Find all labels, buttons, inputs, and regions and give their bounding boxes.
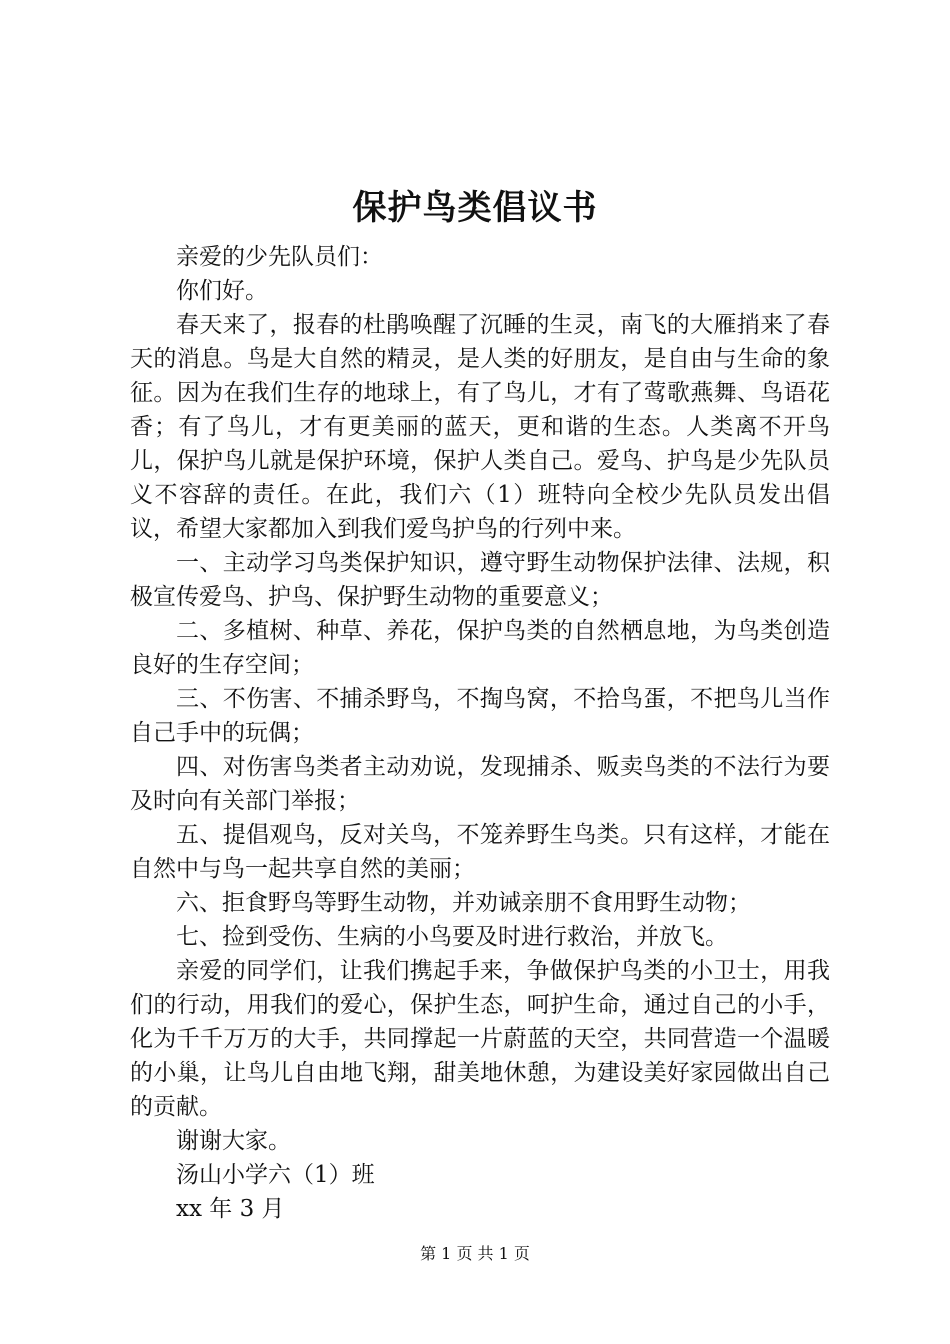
proposal-item-6: 六、拒食野鸟等野生动物，并劝诫亲朋不食用野生动物；: [176, 890, 751, 916]
greeting: 你们好。: [176, 278, 268, 304]
document-title: 保护鸟类倡议书: [352, 188, 598, 228]
document-body: [130, 240, 830, 1226]
signature-line: 汤山小学六（1）班: [176, 1162, 375, 1188]
thanks-line: 谢谢大家。: [176, 1128, 291, 1154]
salutation: 亲爱的少先队员们：: [176, 244, 383, 270]
proposal-item-4: 四、对伤害鸟类者主动劝说，发现捕杀、贩卖鸟类的不法行为要及时向有关部门举报；: [130, 754, 830, 814]
proposal-item-3: 三、不伤害、不捕杀野鸟，不掏鸟窝，不拾鸟蛋，不把鸟儿当作自己手中的玩偶；: [130, 686, 830, 746]
proposal-item-2: 二、多植树、种草、养花，保护鸟类的自然栖息地，为鸟类创造良好的生存空间；: [130, 618, 830, 678]
proposal-item-1: 一、主动学习鸟类保护知识，遵守野生动物保护法律、法规，积极宣传爱鸟、护鸟、保护野生动物的重要意义；: [130, 550, 830, 610]
closing-paragraph: 亲爱的同学们，让我们携起手来，争做保护鸟类的小卫士，用我们的行动，用我们的爱心，保护生态，呵护生命，通过自己的小手，化为千千万万的大手，共同撑起一片蔚蓝的天空，共同营造一个温暖的小巢，让鸟儿自由地飞翔，甜美地休憩，为建设美好家园做出自己的贡献。: [130, 958, 830, 1120]
intro-paragraph: 春天来了，报春的杜鹃唤醒了沉睡的生灵，南飞的大雁捎来了春天的消息。鸟是大自然的精灵，是人类的好朋友，是自由与生命的象征。因为在我们生存的地球上，有了鸟儿，才有了莺歌燕舞、鸟语花香；有了鸟儿，才有更美丽的蓝天，更和谐的生态。人类离不开鸟儿，保护鸟儿就是保护环境，保护人类自己。爱鸟、护鸟是少先队员义不容辞的责任。在此，我们六（1）班特向全校少先队员发出倡议，希望大家都加入到我们爱鸟护鸟的行列中来。: [130, 312, 830, 542]
page-footer: 第 1 页 共 1 页: [420, 1244, 530, 1263]
proposal-item-7: 七、捡到受伤、生病的小鸟要及时进行救治，并放飞。: [176, 924, 728, 950]
proposal-item-5: 五、提倡观鸟，反对关鸟，不笼养野生鸟类。只有这样，才能在自然中与鸟一起共享自然的美丽；: [130, 822, 830, 882]
date-line: xx 年 3 月: [176, 1196, 285, 1222]
